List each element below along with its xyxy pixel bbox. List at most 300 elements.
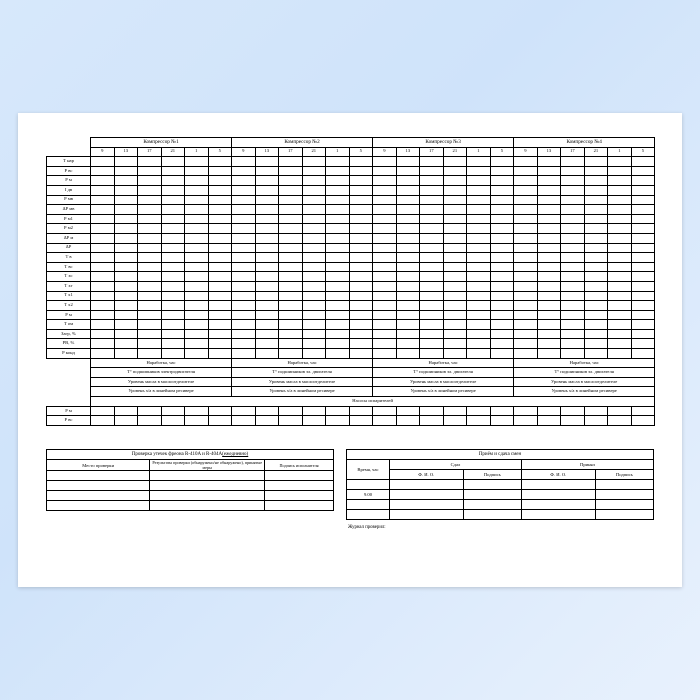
data-cell[interactable]: [208, 253, 232, 263]
data-cell[interactable]: [631, 205, 655, 215]
data-cell[interactable]: [490, 310, 514, 320]
leak-signature-cell[interactable]: [265, 471, 334, 481]
data-cell[interactable]: [443, 185, 467, 195]
data-cell[interactable]: [514, 339, 538, 349]
data-cell[interactable]: [396, 243, 420, 253]
data-cell[interactable]: [537, 185, 561, 195]
data-cell[interactable]: [396, 301, 420, 311]
data-cell[interactable]: [420, 214, 444, 224]
data-cell[interactable]: [631, 329, 655, 339]
data-cell[interactable]: [208, 185, 232, 195]
data-cell[interactable]: [185, 339, 209, 349]
data-cell[interactable]: [631, 195, 655, 205]
leak-place-cell[interactable]: [47, 501, 150, 511]
shift-time-cell[interactable]: [347, 510, 390, 520]
data-cell[interactable]: [396, 310, 420, 320]
data-cell[interactable]: [326, 262, 350, 272]
data-cell[interactable]: [185, 224, 209, 234]
data-cell[interactable]: [537, 416, 561, 426]
data-cell[interactable]: [631, 176, 655, 186]
data-cell[interactable]: [302, 205, 326, 215]
data-cell[interactable]: [420, 329, 444, 339]
data-cell[interactable]: [185, 281, 209, 291]
leak-signature-cell[interactable]: [265, 491, 334, 501]
data-cell[interactable]: [279, 281, 303, 291]
data-cell[interactable]: [467, 214, 491, 224]
data-cell[interactable]: [91, 320, 115, 330]
data-cell[interactable]: [302, 262, 326, 272]
data-cell[interactable]: [208, 291, 232, 301]
data-cell[interactable]: [326, 406, 350, 416]
data-cell[interactable]: [91, 176, 115, 186]
data-cell[interactable]: [232, 166, 256, 176]
data-cell[interactable]: [255, 291, 279, 301]
data-cell[interactable]: [114, 224, 138, 234]
data-cell[interactable]: [396, 291, 420, 301]
data-cell[interactable]: [561, 310, 585, 320]
data-cell[interactable]: [514, 262, 538, 272]
data-cell[interactable]: [255, 406, 279, 416]
data-cell[interactable]: [514, 233, 538, 243]
data-cell[interactable]: [232, 339, 256, 349]
data-cell[interactable]: [161, 166, 185, 176]
data-cell[interactable]: [208, 272, 232, 282]
data-cell[interactable]: [114, 233, 138, 243]
data-cell[interactable]: [396, 233, 420, 243]
data-cell[interactable]: [326, 214, 350, 224]
data-cell[interactable]: [185, 329, 209, 339]
data-cell[interactable]: [490, 281, 514, 291]
data-cell[interactable]: [114, 406, 138, 416]
data-cell[interactable]: [514, 329, 538, 339]
data-cell[interactable]: [326, 195, 350, 205]
data-cell[interactable]: [631, 253, 655, 263]
data-cell[interactable]: [561, 262, 585, 272]
data-cell[interactable]: [161, 301, 185, 311]
data-cell[interactable]: [396, 320, 420, 330]
data-cell[interactable]: [279, 310, 303, 320]
data-cell[interactable]: [561, 349, 585, 359]
data-cell[interactable]: [420, 262, 444, 272]
data-cell[interactable]: [561, 339, 585, 349]
data-cell[interactable]: [185, 233, 209, 243]
data-cell[interactable]: [302, 310, 326, 320]
data-cell[interactable]: [326, 253, 350, 263]
data-cell[interactable]: [91, 233, 115, 243]
data-cell[interactable]: [161, 349, 185, 359]
data-cell[interactable]: [608, 195, 632, 205]
data-cell[interactable]: [537, 349, 561, 359]
data-cell[interactable]: [255, 253, 279, 263]
data-cell[interactable]: [443, 339, 467, 349]
data-cell[interactable]: [514, 214, 538, 224]
data-cell[interactable]: [279, 416, 303, 426]
data-cell[interactable]: [373, 214, 397, 224]
data-cell[interactable]: [514, 272, 538, 282]
data-cell[interactable]: [490, 253, 514, 263]
data-cell[interactable]: [467, 329, 491, 339]
data-cell[interactable]: [537, 262, 561, 272]
data-cell[interactable]: [608, 233, 632, 243]
data-cell[interactable]: [514, 224, 538, 234]
leak-signature-cell[interactable]: [265, 481, 334, 491]
shift-sign-received-cell[interactable]: [595, 490, 653, 500]
data-cell[interactable]: [138, 272, 162, 282]
data-cell[interactable]: [584, 214, 608, 224]
data-cell[interactable]: [467, 281, 491, 291]
data-cell[interactable]: [255, 349, 279, 359]
data-cell[interactable]: [537, 176, 561, 186]
data-cell[interactable]: [232, 157, 256, 167]
data-cell[interactable]: [279, 243, 303, 253]
data-cell[interactable]: [91, 272, 115, 282]
data-cell[interactable]: [302, 281, 326, 291]
data-cell[interactable]: [349, 262, 373, 272]
data-cell[interactable]: [514, 281, 538, 291]
data-cell[interactable]: [467, 320, 491, 330]
data-cell[interactable]: [396, 262, 420, 272]
data-cell[interactable]: [467, 176, 491, 186]
data-cell[interactable]: [349, 185, 373, 195]
data-cell[interactable]: [537, 291, 561, 301]
data-cell[interactable]: [232, 253, 256, 263]
data-cell[interactable]: [114, 262, 138, 272]
shift-name-received-cell[interactable]: [521, 480, 595, 490]
data-cell[interactable]: [631, 243, 655, 253]
data-cell[interactable]: [91, 301, 115, 311]
data-cell[interactable]: [537, 339, 561, 349]
data-cell[interactable]: [631, 291, 655, 301]
data-cell[interactable]: [279, 301, 303, 311]
data-cell[interactable]: [584, 301, 608, 311]
data-cell[interactable]: [608, 416, 632, 426]
data-cell[interactable]: [467, 205, 491, 215]
data-cell[interactable]: [302, 233, 326, 243]
data-cell[interactable]: [373, 166, 397, 176]
data-cell[interactable]: [514, 349, 538, 359]
data-cell[interactable]: [396, 339, 420, 349]
data-cell[interactable]: [208, 157, 232, 167]
data-cell[interactable]: [255, 339, 279, 349]
data-cell[interactable]: [373, 291, 397, 301]
data-cell[interactable]: [326, 301, 350, 311]
shift-name-received-cell[interactable]: [521, 500, 595, 510]
data-cell[interactable]: [467, 416, 491, 426]
data-cell[interactable]: [208, 243, 232, 253]
data-cell[interactable]: [161, 329, 185, 339]
data-cell[interactable]: [161, 320, 185, 330]
data-cell[interactable]: [185, 310, 209, 320]
data-cell[interactable]: [537, 253, 561, 263]
data-cell[interactable]: [302, 320, 326, 330]
data-cell[interactable]: [91, 243, 115, 253]
data-cell[interactable]: [490, 301, 514, 311]
data-cell[interactable]: [514, 310, 538, 320]
data-cell[interactable]: [161, 339, 185, 349]
data-cell[interactable]: [255, 301, 279, 311]
leak-place-cell[interactable]: [47, 491, 150, 501]
data-cell[interactable]: [161, 233, 185, 243]
data-cell[interactable]: [373, 281, 397, 291]
data-cell[interactable]: [326, 416, 350, 426]
data-cell[interactable]: [490, 406, 514, 416]
data-cell[interactable]: [561, 224, 585, 234]
data-cell[interactable]: [279, 233, 303, 243]
data-cell[interactable]: [91, 406, 115, 416]
data-cell[interactable]: [467, 262, 491, 272]
shift-time-cell[interactable]: [347, 480, 390, 490]
leak-signature-cell[interactable]: [265, 501, 334, 511]
data-cell[interactable]: [584, 329, 608, 339]
data-cell[interactable]: [232, 185, 256, 195]
data-cell[interactable]: [467, 291, 491, 301]
data-cell[interactable]: [302, 166, 326, 176]
data-cell[interactable]: [561, 320, 585, 330]
data-cell[interactable]: [279, 262, 303, 272]
data-cell[interactable]: [584, 320, 608, 330]
data-cell[interactable]: [91, 339, 115, 349]
data-cell[interactable]: [232, 301, 256, 311]
data-cell[interactable]: [584, 166, 608, 176]
data-cell[interactable]: [537, 224, 561, 234]
data-cell[interactable]: [255, 416, 279, 426]
data-cell[interactable]: [420, 166, 444, 176]
data-cell[interactable]: [114, 157, 138, 167]
data-cell[interactable]: [208, 416, 232, 426]
data-cell[interactable]: [255, 320, 279, 330]
data-cell[interactable]: [490, 291, 514, 301]
shift-name-received-cell[interactable]: [521, 490, 595, 500]
data-cell[interactable]: [373, 176, 397, 186]
data-cell[interactable]: [185, 416, 209, 426]
data-cell[interactable]: [396, 416, 420, 426]
data-cell[interactable]: [161, 281, 185, 291]
data-cell[interactable]: [91, 262, 115, 272]
data-cell[interactable]: [631, 166, 655, 176]
data-cell[interactable]: [537, 310, 561, 320]
data-cell[interactable]: [420, 224, 444, 234]
data-cell[interactable]: [208, 310, 232, 320]
shift-name-received-cell[interactable]: [521, 510, 595, 520]
data-cell[interactable]: [185, 262, 209, 272]
shift-sign-received-cell[interactable]: [595, 500, 653, 510]
data-cell[interactable]: [114, 195, 138, 205]
data-cell[interactable]: [161, 310, 185, 320]
data-cell[interactable]: [584, 157, 608, 167]
data-cell[interactable]: [608, 329, 632, 339]
data-cell[interactable]: [91, 205, 115, 215]
data-cell[interactable]: [161, 214, 185, 224]
data-cell[interactable]: [349, 214, 373, 224]
data-cell[interactable]: [326, 291, 350, 301]
data-cell[interactable]: [490, 262, 514, 272]
data-cell[interactable]: [608, 185, 632, 195]
data-cell[interactable]: [608, 224, 632, 234]
data-cell[interactable]: [373, 205, 397, 215]
data-cell[interactable]: [631, 406, 655, 416]
data-cell[interactable]: [420, 301, 444, 311]
data-cell[interactable]: [185, 272, 209, 282]
data-cell[interactable]: [443, 406, 467, 416]
data-cell[interactable]: [349, 205, 373, 215]
data-cell[interactable]: [114, 166, 138, 176]
data-cell[interactable]: [161, 406, 185, 416]
data-cell[interactable]: [584, 224, 608, 234]
data-cell[interactable]: [279, 176, 303, 186]
data-cell[interactable]: [114, 176, 138, 186]
data-cell[interactable]: [91, 157, 115, 167]
data-cell[interactable]: [631, 214, 655, 224]
data-cell[interactable]: [514, 416, 538, 426]
data-cell[interactable]: [561, 291, 585, 301]
data-cell[interactable]: [608, 320, 632, 330]
data-cell[interactable]: [420, 310, 444, 320]
data-cell[interactable]: [326, 310, 350, 320]
data-cell[interactable]: [326, 166, 350, 176]
data-cell[interactable]: [208, 301, 232, 311]
data-cell[interactable]: [138, 291, 162, 301]
data-cell[interactable]: [608, 339, 632, 349]
shift-name-handed-cell[interactable]: [389, 480, 463, 490]
data-cell[interactable]: [584, 253, 608, 263]
data-cell[interactable]: [208, 262, 232, 272]
data-cell[interactable]: [279, 329, 303, 339]
data-cell[interactable]: [514, 185, 538, 195]
data-cell[interactable]: [467, 195, 491, 205]
data-cell[interactable]: [373, 339, 397, 349]
shift-time-value[interactable]: 9.00: [347, 490, 390, 500]
data-cell[interactable]: [91, 416, 115, 426]
data-cell[interactable]: [420, 416, 444, 426]
data-cell[interactable]: [631, 320, 655, 330]
data-cell[interactable]: [631, 281, 655, 291]
data-cell[interactable]: [279, 406, 303, 416]
data-cell[interactable]: [114, 291, 138, 301]
data-cell[interactable]: [561, 195, 585, 205]
data-cell[interactable]: [326, 233, 350, 243]
data-cell[interactable]: [514, 243, 538, 253]
data-cell[interactable]: [114, 320, 138, 330]
data-cell[interactable]: [279, 185, 303, 195]
data-cell[interactable]: [255, 205, 279, 215]
data-cell[interactable]: [349, 320, 373, 330]
data-cell[interactable]: [138, 329, 162, 339]
data-cell[interactable]: [279, 166, 303, 176]
data-cell[interactable]: [443, 166, 467, 176]
data-cell[interactable]: [232, 349, 256, 359]
data-cell[interactable]: [114, 281, 138, 291]
leak-place-cell[interactable]: [47, 471, 150, 481]
data-cell[interactable]: [349, 416, 373, 426]
data-cell[interactable]: [608, 406, 632, 416]
data-cell[interactable]: [302, 253, 326, 263]
data-cell[interactable]: [396, 176, 420, 186]
data-cell[interactable]: [138, 176, 162, 186]
data-cell[interactable]: [631, 272, 655, 282]
data-cell[interactable]: [302, 157, 326, 167]
data-cell[interactable]: [208, 195, 232, 205]
data-cell[interactable]: [631, 224, 655, 234]
data-cell[interactable]: [232, 281, 256, 291]
data-cell[interactable]: [208, 166, 232, 176]
data-cell[interactable]: [467, 157, 491, 167]
data-cell[interactable]: [138, 224, 162, 234]
data-cell[interactable]: [91, 349, 115, 359]
data-cell[interactable]: [514, 166, 538, 176]
data-cell[interactable]: [138, 205, 162, 215]
leak-result-cell[interactable]: [150, 481, 265, 491]
data-cell[interactable]: [114, 329, 138, 339]
data-cell[interactable]: [232, 291, 256, 301]
data-cell[interactable]: [490, 176, 514, 186]
data-cell[interactable]: [608, 176, 632, 186]
data-cell[interactable]: [232, 233, 256, 243]
data-cell[interactable]: [561, 214, 585, 224]
data-cell[interactable]: [561, 166, 585, 176]
data-cell[interactable]: [349, 301, 373, 311]
data-cell[interactable]: [349, 291, 373, 301]
data-cell[interactable]: [373, 272, 397, 282]
data-cell[interactable]: [584, 205, 608, 215]
data-cell[interactable]: [561, 176, 585, 186]
data-cell[interactable]: [349, 224, 373, 234]
data-cell[interactable]: [279, 320, 303, 330]
data-cell[interactable]: [490, 339, 514, 349]
data-cell[interactable]: [185, 205, 209, 215]
data-cell[interactable]: [561, 205, 585, 215]
data-cell[interactable]: [185, 349, 209, 359]
data-cell[interactable]: [91, 281, 115, 291]
data-cell[interactable]: [537, 281, 561, 291]
data-cell[interactable]: [490, 205, 514, 215]
data-cell[interactable]: [443, 320, 467, 330]
data-cell[interactable]: [420, 339, 444, 349]
data-cell[interactable]: [91, 329, 115, 339]
data-cell[interactable]: [443, 272, 467, 282]
data-cell[interactable]: [208, 406, 232, 416]
data-cell[interactable]: [561, 157, 585, 167]
data-cell[interactable]: [326, 272, 350, 282]
data-cell[interactable]: [443, 233, 467, 243]
data-cell[interactable]: [584, 176, 608, 186]
data-cell[interactable]: [91, 224, 115, 234]
shift-sign-handed-cell[interactable]: [463, 490, 521, 500]
data-cell[interactable]: [443, 195, 467, 205]
data-cell[interactable]: [138, 233, 162, 243]
data-cell[interactable]: [420, 253, 444, 263]
data-cell[interactable]: [138, 195, 162, 205]
data-cell[interactable]: [114, 416, 138, 426]
data-cell[interactable]: [326, 349, 350, 359]
data-cell[interactable]: [467, 166, 491, 176]
data-cell[interactable]: [232, 243, 256, 253]
data-cell[interactable]: [161, 185, 185, 195]
data-cell[interactable]: [420, 233, 444, 243]
data-cell[interactable]: [373, 233, 397, 243]
data-cell[interactable]: [608, 301, 632, 311]
data-cell[interactable]: [161, 205, 185, 215]
data-cell[interactable]: [279, 195, 303, 205]
data-cell[interactable]: [443, 291, 467, 301]
data-cell[interactable]: [302, 416, 326, 426]
data-cell[interactable]: [631, 310, 655, 320]
data-cell[interactable]: [467, 272, 491, 282]
data-cell[interactable]: [232, 176, 256, 186]
data-cell[interactable]: [255, 185, 279, 195]
data-cell[interactable]: [443, 157, 467, 167]
data-cell[interactable]: [561, 301, 585, 311]
data-cell[interactable]: [584, 262, 608, 272]
